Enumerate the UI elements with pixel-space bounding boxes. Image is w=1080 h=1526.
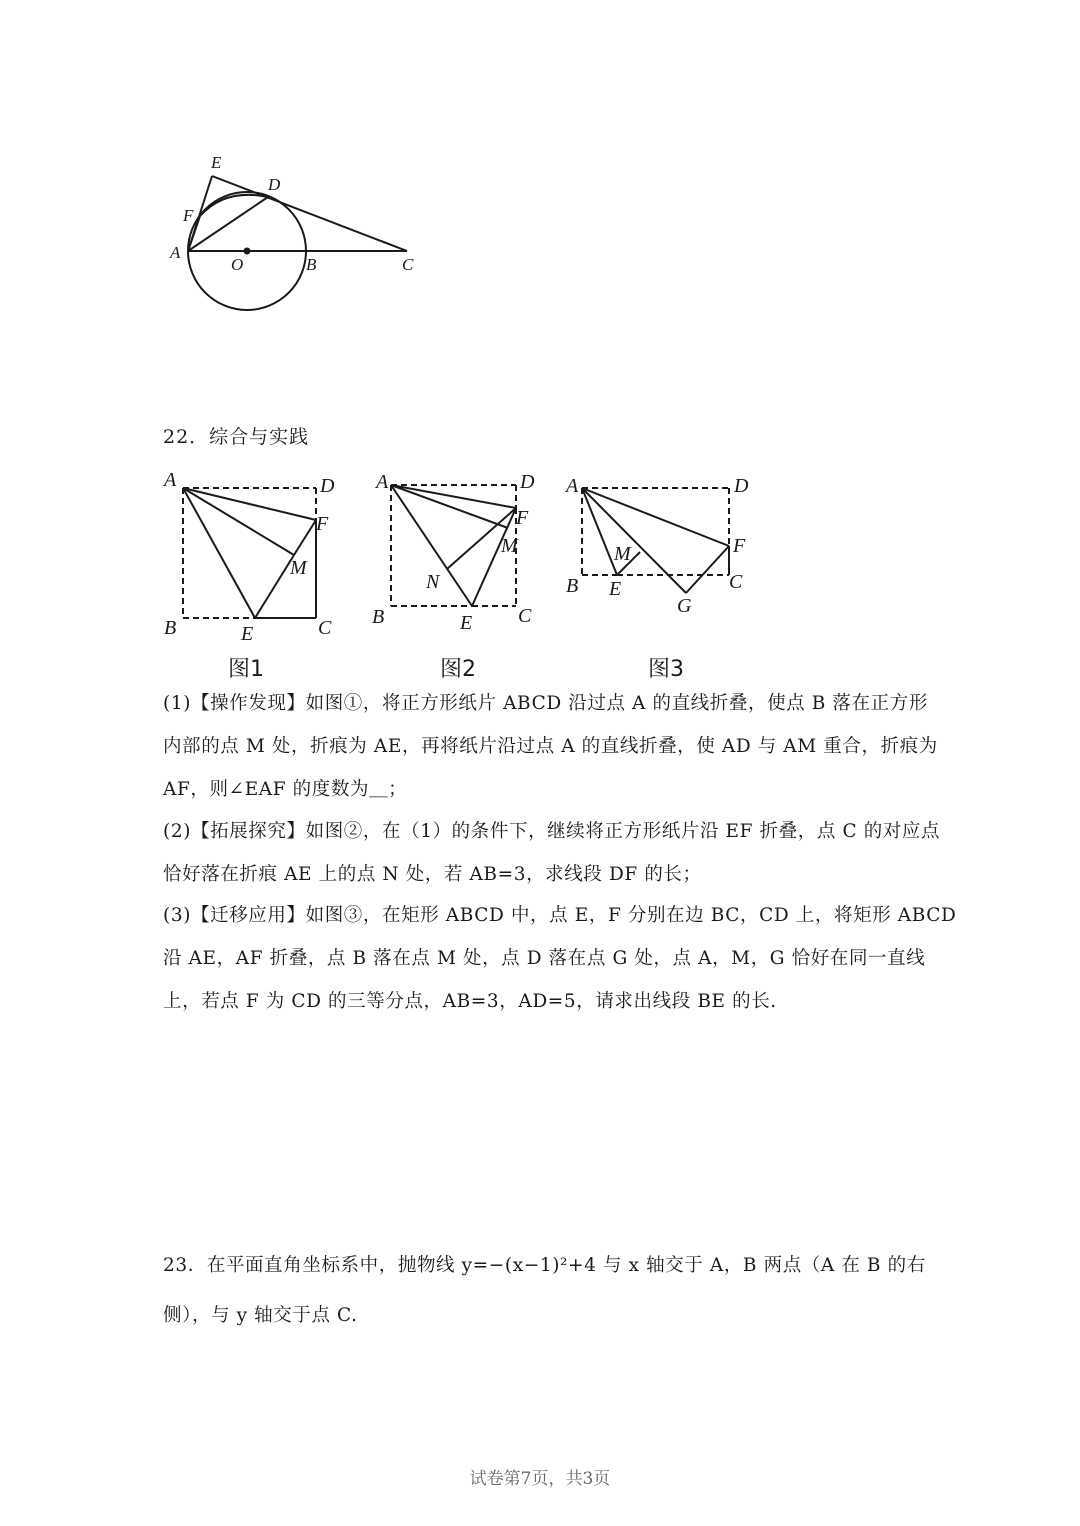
q22-part3-line-3: 上，若点 F 为 CD 的三等分点，AB=3，AD=5，请求出线段 BE 的长. <box>163 991 777 1012</box>
q22-heading: 22．综合与实践 <box>163 426 310 448</box>
svg-text:D: D <box>520 471 535 493</box>
circle-tangent-figure <box>160 145 430 320</box>
q22-figure-3 <box>560 465 760 620</box>
svg-text:C: C <box>518 605 532 627</box>
q23-line-1: 23．在平面直角坐标系中，抛物线 y=−(x−1)²+4 与 x 轴交于 A，B 两点（A 在 B 的右 <box>163 1255 926 1276</box>
svg-text:A: A <box>164 469 177 491</box>
svg-text:D: D <box>320 475 335 497</box>
svg-text:M: M <box>614 543 631 565</box>
label-b: B <box>306 255 317 274</box>
q22-part2 <box>163 812 941 898</box>
q22-figure-2 <box>370 465 550 635</box>
segment-ec <box>212 176 407 251</box>
q23-text <box>163 1243 926 1343</box>
q22-part2-line-1: (2)【拓展探究】如图②，在（1）的条件下，继续将正方形纸片沿 EF 折叠，点 C 的对应点 <box>163 821 941 842</box>
svg-text:F: F <box>733 535 746 557</box>
q22-part1 <box>163 684 938 813</box>
svg-text:D: D <box>734 475 749 497</box>
svg-text:B: B <box>566 575 579 597</box>
q22-part3-line-2: 沿 AE，AF 折叠，点 B 落在点 M 处，点 D 落在点 G 处，点 A，M，G 恰好在同一直线 <box>163 948 926 969</box>
svg-text:C: C <box>318 617 332 639</box>
page-footer: 试卷第7页，共3页 <box>469 1469 611 1489</box>
fig2-caption: 图2 <box>440 657 476 682</box>
center-point-o <box>244 248 251 255</box>
label-f: F <box>183 206 194 225</box>
q22-part1-line-2: 内部的点 M 处，折痕为 AE，再将纸片沿过点 A 的直线折叠，使 AD 与 AM 重合，折痕为 <box>163 736 938 757</box>
q22-part1-line-1: (1)【操作发现】如图①，将正方形纸片 ABCD 沿过点 A 的直线折叠，使点 B 落在正方形 <box>163 693 928 714</box>
svg-text:B: B <box>164 617 177 639</box>
svg-text:F: F <box>516 507 529 529</box>
label-a: A <box>170 243 181 262</box>
svg-text:A: A <box>376 471 389 493</box>
q22-part3 <box>163 896 957 1025</box>
segment-ad <box>188 197 268 251</box>
svg-text:E: E <box>609 578 622 600</box>
label-c: C <box>402 255 414 274</box>
svg-text:C: C <box>729 571 743 593</box>
svg-text:E: E <box>460 612 473 634</box>
svg-text:M: M <box>501 535 518 557</box>
q22-part3-line-1: (3)【迁移应用】如图③，在矩形 ABCD 中，点 E，F 分别在边 BC，CD 上，将矩形 ABCD <box>163 905 957 926</box>
q22-part1-line-3: AF，则∠EAF 的度数为＿； <box>163 779 408 800</box>
q23-line-2: 侧），与 y 轴交于点 C. <box>163 1305 358 1326</box>
q22-part2-line-2: 恰好落在折痕 AE 上的点 N 处，若 AB=3，求线段 DF 的长； <box>163 864 702 885</box>
svg-text:N: N <box>426 571 440 593</box>
label-d: D <box>268 175 281 194</box>
svg-text:F: F <box>316 513 329 535</box>
svg-text:E: E <box>241 623 254 645</box>
label-e: E <box>211 153 222 172</box>
q22-figure-1 <box>160 465 350 650</box>
svg-text:B: B <box>372 606 385 628</box>
fig3-caption: 图3 <box>648 657 684 682</box>
svg-text:M: M <box>290 557 307 579</box>
label-o: O <box>231 255 244 274</box>
fig1-caption: 图1 <box>228 657 264 682</box>
svg-text:A: A <box>566 475 579 497</box>
svg-text:G: G <box>677 595 692 617</box>
